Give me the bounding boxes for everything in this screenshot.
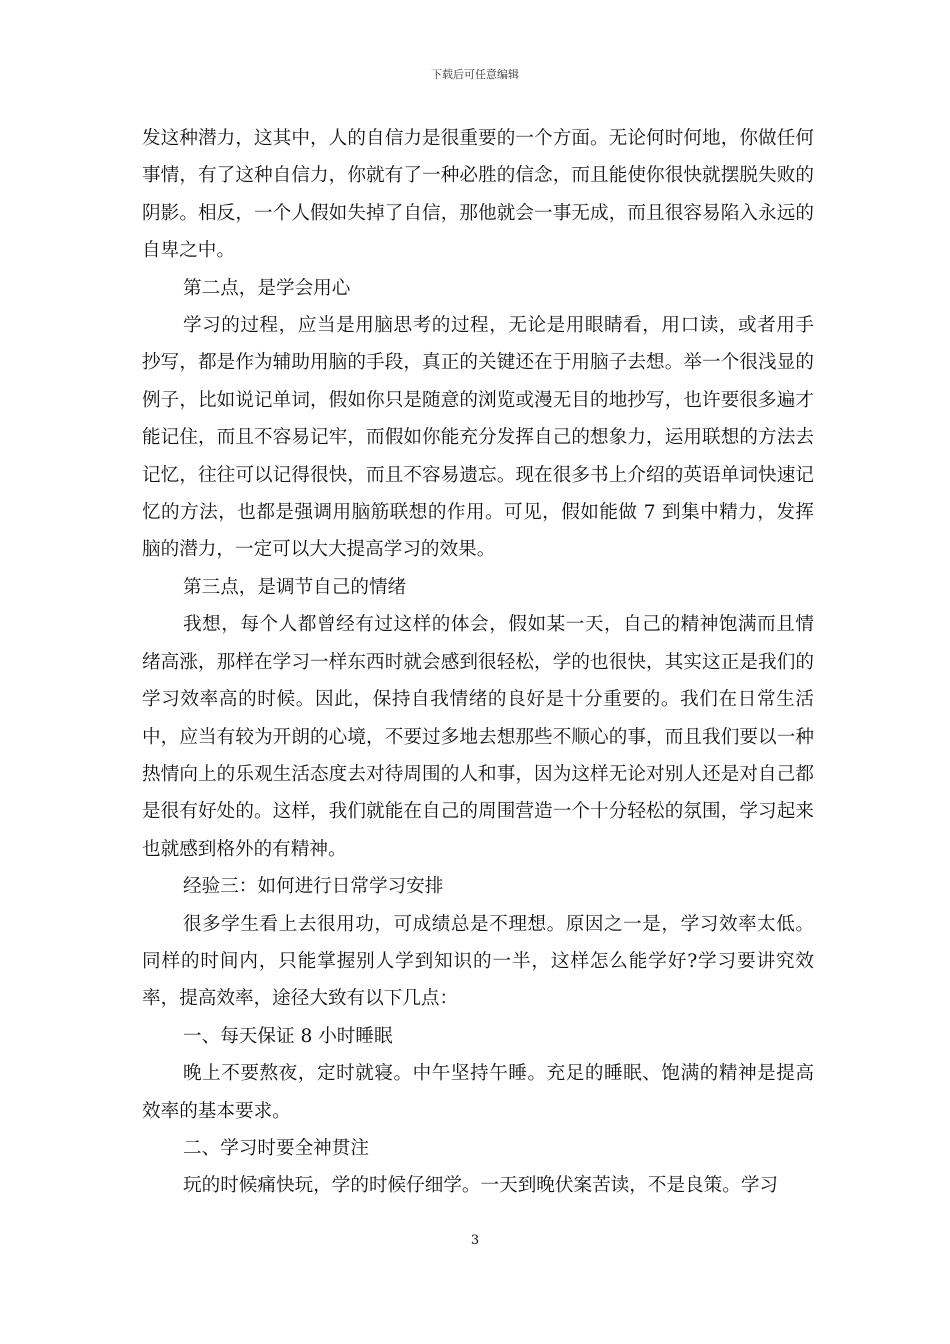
page-header: 下载后可任意编辑 — [431, 68, 519, 81]
section-heading: 一、每天保证 8 小时睡眠 — [183, 1025, 393, 1047]
document-body — [142, 120, 814, 1205]
paragraph: 玩的时候痛快玩，学的时候仔细学。一天到晚伏案苦读，不是良策。学习 — [183, 1175, 779, 1197]
paragraph: 我想，每个人都曾经有过这样的体会，假如某一天，自己的精神饱满而且情绪高涨，那样在学习一样东西时就会感到很轻松，学的也很快，其实这正是我们的学习效率高的时候。因此，保持自我情绪的良好是十分重要的。我们在日常生活中，应当有较为开朗的心境，不要过多地去想那些不顺心的事，而且我们要以一种热情向上的乐观生活态度去对待周围的人和事，因为这样无论对别人还是对自己都是很有好处的。这样，我们就能在自己的周围营造一个十分轻松的氛围，学习起来也就感到格外的有精神。 — [142, 614, 814, 860]
section-heading: 第三点，是调节自己的情绪 — [183, 576, 407, 598]
paragraph: 学习的过程，应当是用脑思考的过程，无论是用眼睛看，用口读，或者用手抄写，都是作为辅助用脑的手段，真正的关键还在于用脑子去想。举一个很浅显的例子，比如说记单词，假如你只是随意的浏览或漫无目的地抄写，也许要很多遍才能记住，而且不容易记牢，而假如你能充分发挥自己的想象力，运用联想的方法去记忆，往往可以记得很快，而且不容易遗忘。现在很多书上介绍的英语单词快速记忆的方法，也都是强调用脑筋联想的作用。可见，假如能做 7 到集中精力，发挥脑的潜力，一定可以大大提高学习的效果。 — [142, 315, 814, 561]
page-number: 3 — [470, 1233, 480, 1248]
paragraph: 发这种潜力，这其中，人的自信力是很重要的一个方面。无论何时何地，你做任何事情，有了这种自信力，你就有了一种必胜的信念，而且能使你很快就摆脱失败的阴影。相反，一个人假如失掉了自信，那他就会一事无成，而且很容易陷入永远的自卑之中。 — [142, 128, 814, 262]
section-heading: 经验三：如何进行日常学习安排 — [183, 876, 444, 898]
paragraph: 晚上不要熬夜，定时就寝。中午坚持午睡。充足的睡眠、饱满的精神是提高效率的基本要求。 — [142, 1063, 814, 1122]
section-heading: 第二点，是学会用心 — [183, 277, 351, 299]
section-heading: 二、学习时要全神贯注 — [183, 1137, 369, 1159]
paragraph: 很多学生看上去很用功，可成绩总是不理想。原因之一是，学习效率太低。同样的时间内，只能掌握别人学到知识的一半，这样怎么能学好?学习要讲究效率，提高效率，途径大致有以下几点： — [142, 913, 814, 1010]
